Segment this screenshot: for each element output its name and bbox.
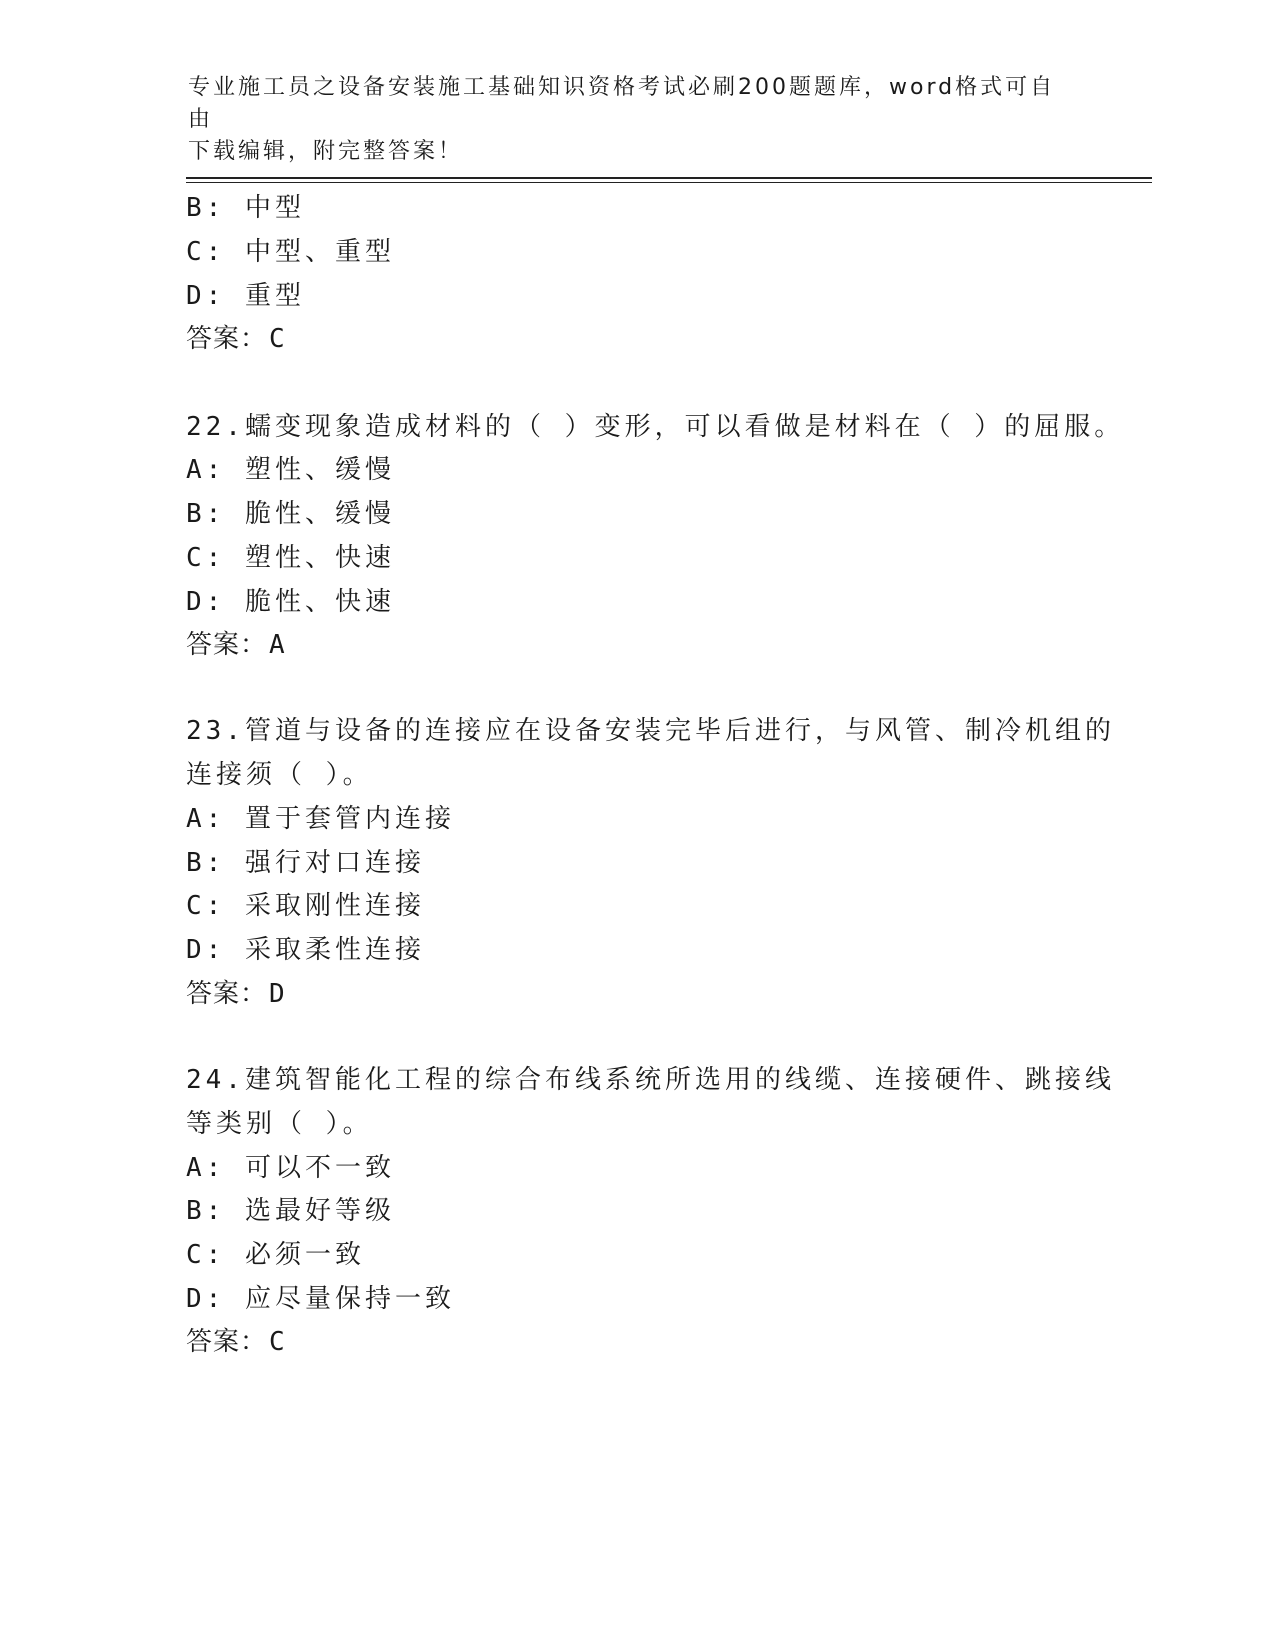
option-a: A: 可以不一致 [186,1153,395,1183]
answer-line [186,1324,286,1360]
answer-label: 答案： [186,979,268,1009]
option-b: B: 选最好等级 [186,1196,395,1226]
answer-label: 答案： [186,630,268,660]
option-c: C: 中型、重型 [186,237,395,267]
option-a: A: 塑性、缓慢 [186,455,395,485]
header-title-line-2: 下载编辑，附完整答案！ [188,139,464,164]
option-b: B: 强行对口连接 [186,848,425,878]
option-c: C: 必须一致 [186,1240,365,1270]
answer-value: D [269,979,286,1009]
option-d: D: 重型 [186,281,305,311]
option-d: D: 脆性、快速 [186,587,395,617]
answer-label: 答案： [186,1327,268,1357]
header-rule-thick [186,177,1152,179]
question-23: 23.管道与设备的连接应在设备安装完毕后进行，与风管、制冷机组的 [186,716,1115,746]
answer-label: 答案： [186,324,268,354]
option-c: C: 塑性、快速 [186,543,395,573]
option-c: C: 采取刚性连接 [186,891,425,921]
option-d: D: 采取柔性连接 [186,935,425,965]
answer-value: C [269,1327,286,1357]
answer-line [186,627,286,663]
question-23-continued: 连接须（ ）。 [186,760,373,790]
answer-value: C [269,324,286,354]
option-a: A: 置于套管内连接 [186,804,455,834]
question-24: 24.建筑智能化工程的综合布线系统所选用的线缆、连接硬件、跳接线 [186,1065,1115,1095]
question-24-continued: 等类别（ ）。 [186,1109,373,1139]
document-header [188,72,1068,168]
header-rule-thin [186,182,1152,183]
question-22: 22.蠕变现象造成材料的（ ）变形，可以看做是材料在（ ）的屈服。 [186,412,1125,442]
answer-value: A [269,630,286,660]
option-b: B: 脆性、缓慢 [186,499,395,529]
header-title-line-1: 专业施工员之设备安装施工基础知识资格考试必刷200题题库，word格式可自由 [188,75,1056,132]
answer-line [186,976,286,1012]
option-b: B: 中型 [186,193,305,223]
option-d: D: 应尽量保持一致 [186,1284,455,1314]
answer-line [186,321,286,357]
